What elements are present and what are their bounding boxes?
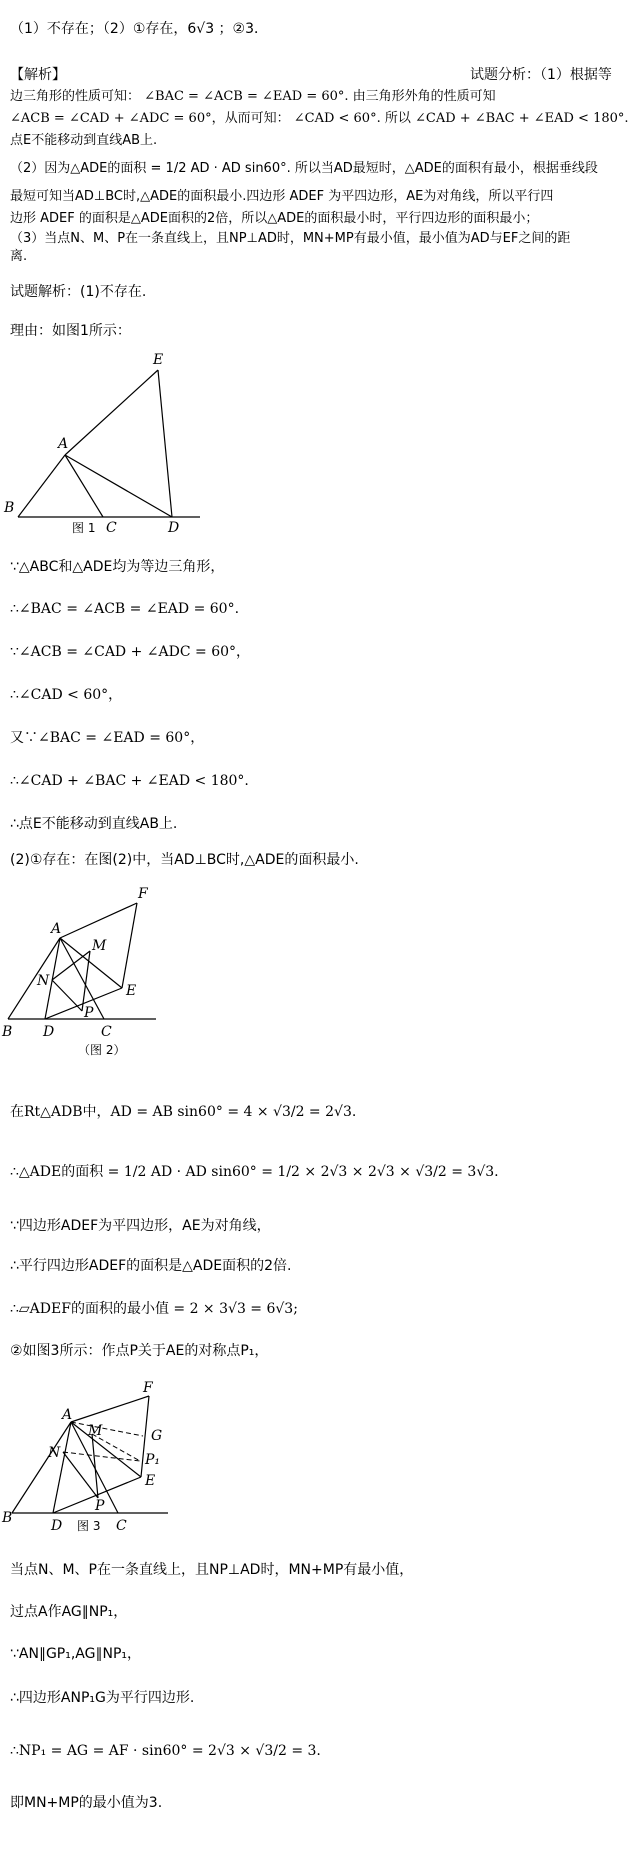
part-2-line-3: ∵四边形ADEF为平四边形，AE为对角线， [10, 1218, 271, 1234]
part-3-heading: ②如图3所示：作点P关于AE的对称点P₁， [10, 1343, 269, 1359]
fig2-label-b: B [2, 1024, 13, 1040]
fig2-label-n: N [37, 973, 50, 989]
analysis-line-8: 离. [10, 249, 28, 264]
fig1-caption: 图 1 [72, 521, 96, 535]
fig2-label-p: P [84, 1005, 94, 1021]
fig3-label-a: A [62, 1407, 73, 1423]
analysis-line-7: （3）当点N、M、P在一条直线上，且NP⊥AD时，MN+MP有最小值，最小值为AD与EF之间的距 [10, 231, 571, 246]
fig1-label-a: A [58, 436, 69, 452]
part-2-line-1: 在Rt△ADB中，AD = AB sin60° = 4 × √3/2 = 2√3. [10, 1104, 357, 1120]
solution-heading: 试题解析：(1)不存在. [10, 284, 147, 300]
fig3-label-c: C [116, 1518, 127, 1534]
step-7: ∴点E不能移动到直线AB上. [10, 816, 178, 832]
part-2-line-4: ∴平行四边形ADEF的面积是△ADE面积的2倍. [10, 1258, 292, 1274]
part-3-line-3: ∵AN∥GP₁,AG∥NP₁， [10, 1646, 142, 1662]
analysis-line-2: ∠ACB = ∠CAD + ∠ADC = 60°，从而可知： ∠CAD < 60°. 所以 ∠CAD + ∠BAC + ∠EAD < 180°. [10, 111, 629, 126]
step-4: ∴∠CAD < 60°， [10, 687, 123, 703]
fig3-label-e: E [145, 1473, 156, 1489]
part-3-line-1: 当点N、M、P在一条直线上，且NP⊥AD时，MN+MP有最小值， [10, 1562, 414, 1578]
fig1-label-b: B [4, 500, 15, 516]
fig1-label-e: E [153, 352, 164, 368]
fig3-label-g: G [151, 1428, 163, 1444]
step-3: ∵∠ACB = ∠CAD + ∠ADC = 60°， [10, 644, 251, 660]
fig1-label-c: C [106, 520, 117, 536]
part-2-heading: (2)①存在：在图(2)中，当AD⊥BC时,△ADE的面积最小. [10, 852, 359, 868]
fig2-label-c: C [101, 1024, 112, 1040]
part-3-line-6: 即MN+MP的最小值为3. [10, 1795, 163, 1811]
fig2-caption: （图 2） [78, 1043, 126, 1057]
analysis-right-note: 试题分析：（1）根据等 [470, 67, 612, 83]
analysis-line-3: 点E不能移动到直线AB上. [10, 133, 158, 148]
fig3-caption: 图 3 [77, 1519, 101, 1533]
fig3-label-m: M [88, 1423, 103, 1439]
fig3-label-p1: P₁ [145, 1452, 161, 1468]
fig2-label-f: F [138, 886, 148, 902]
step-2: ∴∠BAC = ∠ACB = ∠EAD = 60°. [10, 601, 240, 617]
part-3-line-5: ∴NP₁ = AG = AF · sin60° = 2√3 × √3/2 = 3. [10, 1743, 321, 1759]
fig3-label-n: N [48, 1445, 61, 1461]
part-3-line-4: ∴四边形ANP₁G为平行四边形. [10, 1690, 195, 1706]
fig2-label-m: M [92, 938, 107, 954]
analysis-line-4: （2）因为△ADE的面积 = 1/2 AD · AD sin60°. 所以当AD最短时，△ADE的面积有最小，根据垂线段 [10, 161, 598, 176]
fig2-label-e: E [126, 983, 137, 999]
analysis-header: 【解析】 [10, 67, 66, 83]
analysis-line-1: 边三角形的性质可知： ∠BAC = ∠ACB = ∠EAD = 60°. 由三角形外角的性质可知 [10, 89, 496, 104]
fig3-label-p: P [95, 1498, 105, 1514]
analysis-line-5: 最短可知当AD⊥BC时,△ADE的面积最小.四边形 ADEF 为平四边形，AE为对角线，所以平行四 [10, 189, 554, 204]
step-5: 又∵∠BAC = ∠EAD = 60°， [10, 730, 205, 746]
fig1-label-d: D [168, 520, 180, 536]
fig2-label-a: A [51, 921, 62, 937]
part-3-line-2: 过点A作AG∥NP₁， [10, 1604, 128, 1620]
step-6: ∴∠CAD + ∠BAC + ∠EAD < 180°. [10, 773, 249, 789]
fig3-label-b: B [2, 1510, 13, 1526]
reason-line: 理由：如图1所示： [10, 323, 131, 339]
fig2-label-d: D [43, 1024, 55, 1040]
analysis-line-6: 边形 ADEF 的面积是△ADE面积的2倍，所以△ADE的面积最小时，平行四边形的面积最小； [10, 211, 539, 226]
step-1: ∵△ABC和△ADE均为等边三角形， [10, 559, 225, 575]
answer-line: （1）不存在；（2）①存在，6√3 ；②3． [10, 21, 269, 37]
part-2-line-5: ∴▱ADEF的面积的最小值 = 2 × 3√3 = 6√3; [10, 1301, 298, 1317]
fig3-label-f: F [143, 1380, 153, 1396]
part-2-line-2: ∴△ADE的面积 = 1/2 AD · AD sin60° = 1/2 × 2√3 × 2√3 × √3/2 = 3√3. [10, 1164, 499, 1180]
fig3-label-d: D [51, 1518, 63, 1534]
